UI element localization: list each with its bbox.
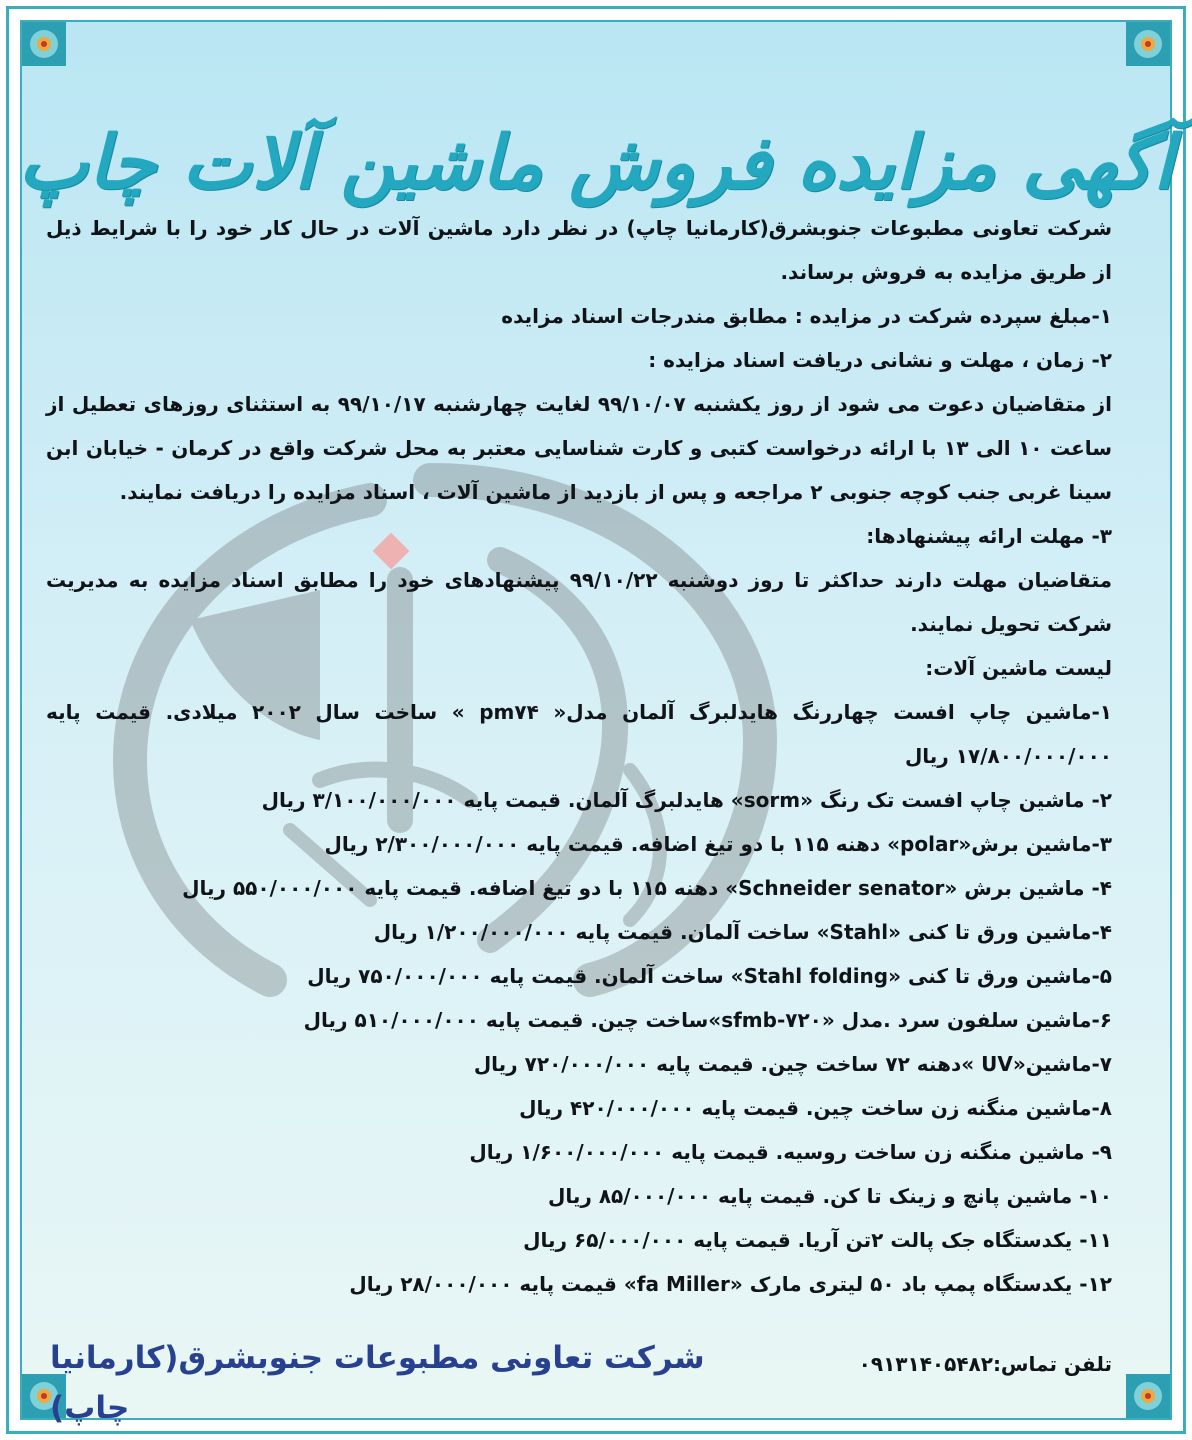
offer-heading: ۳- مهلت ارائه پیشنهادها: <box>866 524 1112 548</box>
announcement-body <box>46 206 1112 1306</box>
time-paragraph: از متقاضیان دعوت می شود از روز یکشنبه ۹۹/۱۰/۰۷ لغایت چهارشنبه ۹۹/۱۰/۱۷ به استثنای روزهای تعطیل از ساعت ۱۰ الی ۱۳ با ارائه درخواست کتبی و کارت شناسایی معتبر به محل شرکت واقع در کرمان - خیابان ابن سینا غربی جنب کوچه جنوبی ۲ مراجعه و پس از بازدید از ماشین آلات ، اسناد مزایده را دریافت نمایند. <box>46 392 1112 504</box>
machine-list-item: ۵-ماشین ورق تا کنی «Stahl folding» ساخت آلمان. قیمت پایه ۷۵۰/۰۰۰/۰۰۰ ریال <box>307 964 1112 988</box>
machine-list-item: ۲- ماشین چاپ افست تک رنگ «sorm» هایدلبرگ آلمان. قیمت پایه ۳/۱۰۰/۰۰۰/۰۰۰ ریال <box>261 788 1112 812</box>
machine-list-item: ۹- ماشین منگنه زن ساخت روسیه. قیمت پایه ۱/۶۰۰/۰۰۰/۰۰۰ ریال <box>469 1140 1112 1164</box>
deposit-clause: ۱-مبلغ سپرده شرکت در مزایده : مطابق مندرجات اسناد مزایده <box>501 304 1112 328</box>
corner-ornament-icon <box>22 22 66 66</box>
machine-list-item: ۷-ماشین«UV »دهنه ۷۲ ساخت چین. قیمت پایه ۷۲۰/۰۰۰/۰۰۰ ریال <box>473 1052 1112 1076</box>
machine-list-item: ۱۰- ماشین پانچ و زینک تا کن. قیمت پایه ۸۵/۰۰۰/۰۰۰ ریال <box>547 1184 1112 1208</box>
corner-ornament-icon <box>1126 22 1170 66</box>
machine-list-item: ۱۲- یکدستگاه پمپ باد ۵۰ لیتری مارک «fa Miller» قیمت پایه ۲۸/۰۰۰/۰۰۰ ریال <box>349 1272 1112 1296</box>
machine-list-item: ۴- ماشین برش «Schneider senator» دهنه ۱۱۵ با دو تیغ اضافه. قیمت پایه ۵۵۰/۰۰۰/۰۰۰ ریال <box>182 876 1112 900</box>
machine-list-item: ۶-ماشین سلفون سرد .مدل «۷۲۰-sfmb»ساخت چین. قیمت پایه ۵۱۰/۰۰۰/۰۰۰ ریال <box>303 1008 1112 1032</box>
machine-list-item: ۸-ماشین منگنه زن ساخت چین. قیمت پایه ۴۲۰/۰۰۰/۰۰۰ ریال <box>519 1096 1112 1120</box>
machine-list-item: ۴-ماشین ورق تا کنی «Stahl» ساخت آلمان. قیمت پایه ۱/۲۰۰/۰۰۰/۰۰۰ ریال <box>373 920 1112 944</box>
machine-list-item: ۳-ماشین برش«polar» دهنه ۱۱۵ با دو تیغ اضافه. قیمت پایه ۲/۳۰۰/۰۰۰/۰۰۰ ریال <box>324 832 1112 856</box>
offer-paragraph: متقاضیان مهلت دارند حداکثر تا روز دوشنبه ۹۹/۱۰/۲۲ پیشنهادهای خود را مطابق اسناد مزایده به مدیریت شرکت تحویل نمایند. <box>46 568 1112 636</box>
contact-phone: تلفن تماس:۰۹۱۳۱۴۰۵۴۸۲ <box>858 1352 1112 1376</box>
corner-ornament-icon <box>1126 1374 1170 1418</box>
machine-list-item: ۱-ماشین چاپ افست چهاررنگ هایدلبرگ آلمان مدل« pm۷۴ » ساخت سال ۲۰۰۲ میلادی. قیمت پایه ۱۷/۸۰۰/۰۰۰/۰۰۰ ریال <box>46 700 1113 768</box>
company-signature: شرکت تعاونی مطبوعات جنوبشرق(کارمانیا چاپ) <box>50 1340 705 1426</box>
intro-paragraph: شرکت تعاونی مطبوعات جنوبشرق(کارمانیا چاپ) در نظر دارد ماشین آلات در حال کار خود را با شرایط ذیل از طریق مزایده به فروش برساند. <box>46 216 1112 284</box>
page-title: آگهی مزایده فروش ماشین آلات چاپ <box>18 119 1174 206</box>
machine-list-item: ۱۱- یکدستگاه جک پالت ۲تن آریا. قیمت پایه ۶۵/۰۰۰/۰۰۰ ریال <box>523 1228 1112 1252</box>
machine-list-heading: لیست ماشین آلات: <box>925 656 1112 680</box>
time-heading: ۲- زمان ، مهلت و نشانی دریافت اسناد مزایده : <box>648 348 1112 372</box>
